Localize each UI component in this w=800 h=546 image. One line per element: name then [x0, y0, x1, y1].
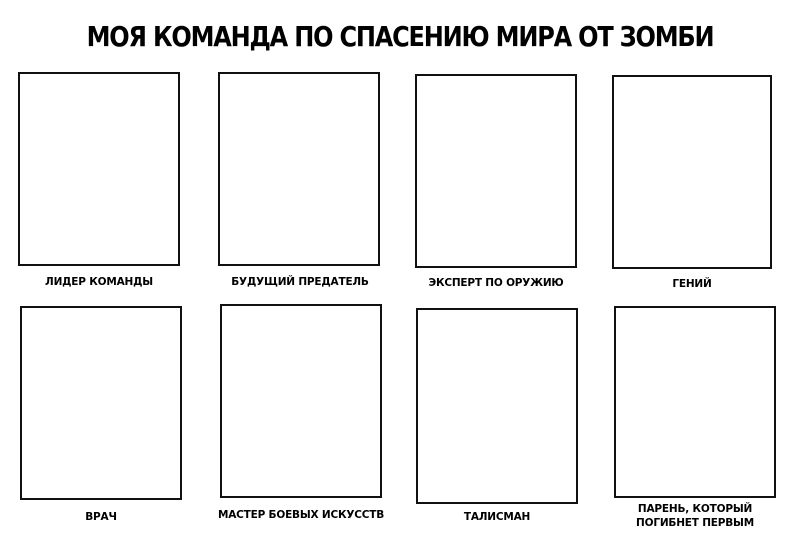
slot-label-genius: ГЕНИЙ — [672, 278, 712, 290]
photo-frame-traitor[interactable] — [218, 72, 380, 266]
slot-label-doctor: ВРАЧ — [85, 511, 117, 523]
photo-frame-leader[interactable] — [18, 72, 180, 266]
photo-frame-mascot[interactable] — [416, 308, 578, 504]
slot-label-martial-artist: МАСТЕР БОЕВЫХ ИСКУССТВ — [217, 509, 385, 521]
slot-label-mascot: ТАЛИСМАН — [463, 511, 531, 523]
slot-label-first-to-die-line1: ПАРЕНЬ, КОТОРЫЙ — [637, 503, 753, 515]
slot-label-leader: ЛИДЕР КОМАНДЫ — [45, 276, 153, 288]
photo-frame-doctor[interactable] — [20, 306, 182, 500]
slot-label-first-to-die — [600, 502, 790, 530]
photo-frame-genius[interactable] — [612, 75, 772, 269]
photo-frame-martial-artist[interactable] — [220, 304, 382, 498]
slot-label-weapons-expert: ЭКСПЕРТ ПО ОРУЖИЮ — [428, 277, 564, 289]
page-title: МОЯ КОМАНДА ПО СПАСЕНИЮ МИРА ОТ ЗОМБИ — [86, 20, 714, 54]
slot-label-first-to-die-line2: ПОГИБНЕТ ПЕРВЫМ — [636, 517, 754, 529]
slot-label-traitor: БУДУЩИЙ ПРЕДАТЕЛЬ — [231, 276, 369, 288]
photo-frame-weapons-expert[interactable] — [415, 74, 577, 268]
photo-frame-first-to-die[interactable] — [614, 306, 776, 498]
